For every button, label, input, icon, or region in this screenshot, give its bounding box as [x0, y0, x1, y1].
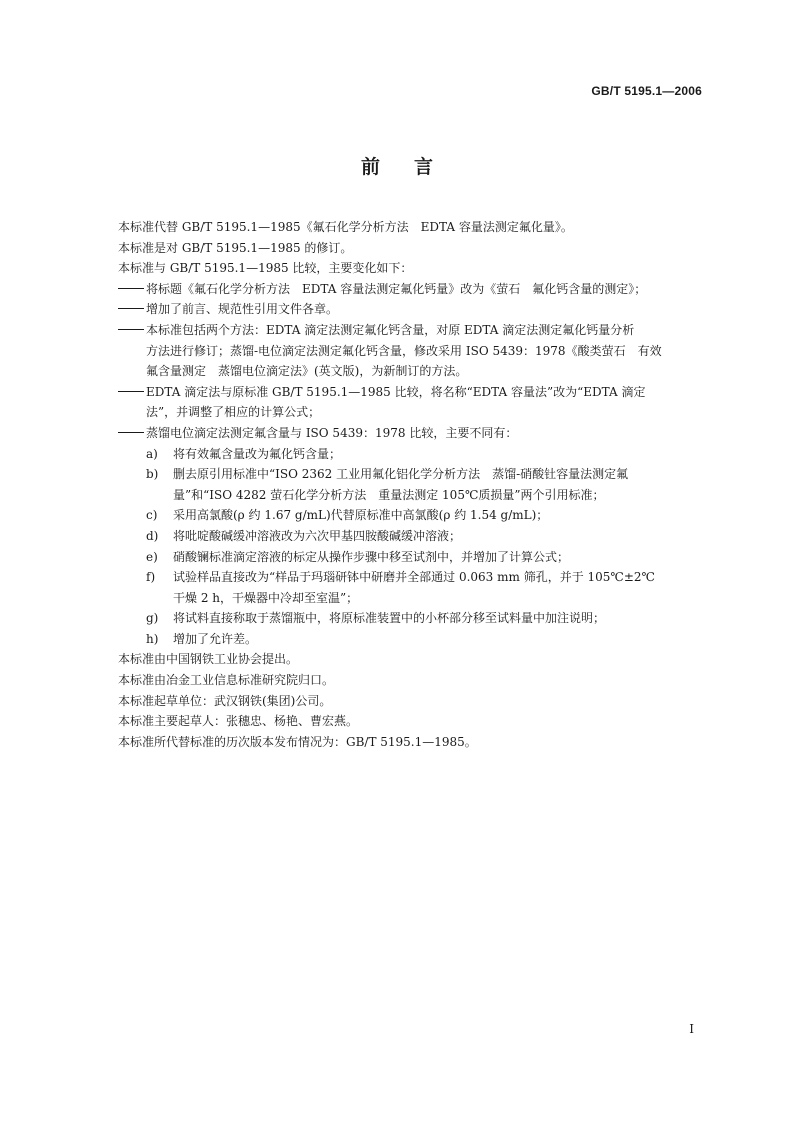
change-text-continued: 方法进行修订；蒸馏-电位滴定法测定氟化钙含量，修改采用 ISO 5439：1978《酸类萤石 有效	[146, 343, 662, 358]
sub-item-label: h)	[146, 631, 159, 646]
standard-code: GB/T 5195.1—2006	[591, 84, 702, 98]
closing-paragraph: 本标准起草单位：武汉钢铁(集团)公司。	[118, 693, 332, 708]
sub-item-label: a)	[146, 446, 158, 461]
sub-item-label: e)	[146, 549, 158, 564]
sub-item	[118, 464, 702, 485]
sub-item-text: 采用高氯酸(ρ 约 1.67 g/mL)代替原标准中高氯酸(ρ 约 1.54 g/mL)；	[173, 508, 549, 523]
sub-item-label: b)	[146, 467, 159, 482]
closing-paragraph: 本标准由冶金工业信息标准研究院归口。	[118, 673, 335, 688]
page-title: 前言	[360, 156, 467, 178]
sub-item-text: 硝酸镧标准滴定溶液的标定从操作步骤中移至试剂中，并增加了计算公式；	[173, 549, 570, 564]
sub-item-label: f)	[146, 570, 156, 585]
sub-item-label: g)	[146, 611, 159, 626]
change-item	[118, 299, 702, 320]
sub-item	[118, 444, 702, 465]
sub-item-text: 量”和“ISO 4282 萤石化学分析方法 重量法测定 105℃质损量”两个引用标准；	[173, 487, 605, 502]
sub-item	[118, 608, 702, 629]
sub-item-label: d)	[146, 528, 159, 543]
sub-item-text: 干燥 2 h，干燥器中冷却至室温”；	[173, 590, 359, 605]
foreword-body	[118, 217, 702, 752]
sub-item	[118, 526, 702, 547]
change-text: EDTA 滴定法与原标准 GB/T 5195.1—1985 比较，将名称“EDTA 容量法”改为“EDTA 滴定	[146, 384, 646, 399]
change-text: 蒸馏电位滴定法测定氟含量与 ISO 5439：1978 比较，主要不同有：	[146, 425, 518, 440]
sub-item	[118, 629, 702, 650]
change-text-continued: 氟含量测定 蒸馏电位滴定法》(英文版)，为新制订的方法。	[146, 364, 468, 379]
intro-paragraph: 本标准代替 GB/T 5195.1—1985《氟石化学分析方法 EDTA 容量法测定氟化量》。	[118, 220, 573, 234]
dash-mark	[118, 320, 146, 341]
intro-paragraph: 本标准是对 GB/T 5195.1—1985 的修订。	[118, 240, 353, 255]
sub-item-text: 试验样品直接改为“样品于玛瑙研钵中研磨并全部通过 0.063 mm 筛孔，并于 105℃±2℃	[173, 570, 655, 585]
intro-paragraph: 本标准与 GB/T 5195.1—1985 比较，主要变化如下：	[118, 261, 413, 276]
closing-paragraph: 本标准由中国钢铁工业协会提出。	[118, 652, 299, 667]
sub-item-text: 删去原引用标准中“ISO 2362 工业用氟化铝化学分析方法 蒸馏-硝酸钍容量法测定氟	[173, 467, 629, 482]
dash-mark	[118, 299, 146, 320]
sub-item	[118, 547, 702, 568]
dash-mark	[118, 423, 146, 444]
change-text-continued: 法”，并调整了相应的计算公式；	[146, 405, 321, 420]
sub-item	[118, 505, 702, 526]
sub-item-text: 将试料直接称取于蒸馏瓶中，将原标准装置中的小杯部分移至试料量中加注说明；	[173, 611, 606, 626]
change-text: 增加了前言、规范性引用文件各章。	[146, 302, 339, 317]
sub-item-label: c)	[146, 508, 158, 523]
dash-mark	[118, 279, 146, 300]
sub-item-continued	[118, 588, 702, 609]
sub-item-text: 将有效氟含量改为氟化钙含量；	[173, 446, 342, 461]
page-number: I	[689, 1022, 694, 1036]
change-text: 将标题《氟石化学分析方法 EDTA 容量法测定氟化钙量》改为《萤石 氟化钙含量的测定》；	[146, 281, 647, 296]
sub-item-continued	[118, 485, 702, 506]
closing-paragraph: 本标准所代替标准的历次版本发布情况为：GB/T 5195.1—1985。	[118, 734, 477, 749]
closing-paragraph: 本标准主要起草人：张穗忠、杨艳、曹宏燕。	[118, 714, 359, 729]
change-item	[118, 320, 702, 341]
dash-mark	[118, 382, 146, 403]
change-text: 本标准包括两个方法：EDTA 滴定法测定氟化钙含量，对原 EDTA 滴定法测定氟化钙量分析	[146, 322, 635, 337]
change-item	[118, 423, 702, 444]
sub-item	[118, 567, 702, 588]
sub-item-text: 增加了允许差。	[173, 631, 258, 646]
sub-item-text: 将吡啶酸碱缓冲溶液改为六次甲基四胺酸碱缓冲溶液；	[173, 528, 462, 543]
change-item	[118, 279, 702, 300]
change-item	[118, 382, 702, 403]
